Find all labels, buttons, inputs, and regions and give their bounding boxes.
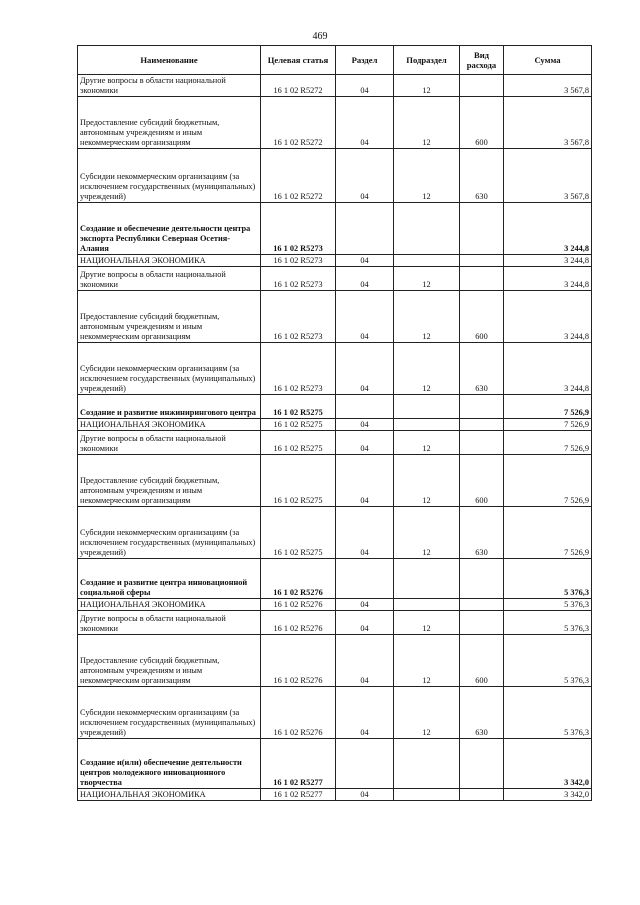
table-row	[78, 559, 592, 599]
row-name: Субсидии некоммерческим организациям (за исключением государственных (муниципальных) учреждений)	[78, 149, 261, 203]
header-amount: Сумма	[504, 46, 592, 75]
row-article: 16 1 02 R5272	[261, 97, 336, 149]
row-expense-type	[460, 559, 504, 599]
row-section: 04	[336, 789, 394, 801]
table-row	[78, 739, 592, 789]
row-section: 04	[336, 611, 394, 635]
row-article: 16 1 02 R5275	[261, 431, 336, 455]
row-subsection: 12	[394, 267, 460, 291]
row-article: 16 1 02 R5276	[261, 611, 336, 635]
row-article: 16 1 02 R5273	[261, 291, 336, 343]
row-expense-type: 630	[460, 687, 504, 739]
row-section	[336, 739, 394, 789]
row-amount: 5 376,3	[504, 687, 592, 739]
row-name: НАЦИОНАЛЬНАЯ ЭКОНОМИКА	[78, 419, 261, 431]
table-row	[78, 789, 592, 801]
table-row	[78, 635, 592, 687]
row-section	[336, 203, 394, 255]
row-subsection	[394, 395, 460, 419]
row-subsection: 12	[394, 635, 460, 687]
row-subsection	[394, 599, 460, 611]
row-name: Создание и развитие центра инновационной социальной сферы	[78, 559, 261, 599]
row-section: 04	[336, 267, 394, 291]
header-expense-type: Вид расхода	[460, 46, 504, 75]
row-article: 16 1 02 R5275	[261, 395, 336, 419]
row-subsection: 12	[394, 75, 460, 97]
row-section: 04	[336, 343, 394, 395]
row-name: Предоставление субсидий бюджетным, автономным учреждениям и иным некоммерческим организациям	[78, 635, 261, 687]
row-article: 16 1 02 R5276	[261, 687, 336, 739]
row-name: Субсидии некоммерческим организациям (за исключением государственных (муниципальных) учреждений)	[78, 687, 261, 739]
row-amount: 3 244,8	[504, 343, 592, 395]
budget-table	[77, 45, 592, 801]
row-name: Создание и обеспечение деятельности центра экспорта Республики Северная Осетия-Алания	[78, 203, 261, 255]
row-article: 16 1 02 R5277	[261, 789, 336, 801]
row-amount: 5 376,3	[504, 611, 592, 635]
table-row	[78, 97, 592, 149]
row-section: 04	[336, 507, 394, 559]
row-subsection: 12	[394, 611, 460, 635]
row-name: НАЦИОНАЛЬНАЯ ЭКОНОМИКА	[78, 789, 261, 801]
row-article: 16 1 02 R5273	[261, 255, 336, 267]
row-amount: 3 567,8	[504, 75, 592, 97]
row-name: Другие вопросы в области национальной экономики	[78, 431, 261, 455]
row-amount: 7 526,9	[504, 431, 592, 455]
table-row	[78, 203, 592, 255]
row-subsection	[394, 419, 460, 431]
row-name: Другие вопросы в области национальной экономики	[78, 75, 261, 97]
row-subsection: 12	[394, 507, 460, 559]
row-subsection	[394, 789, 460, 801]
row-article: 16 1 02 R5277	[261, 739, 336, 789]
row-expense-type	[460, 431, 504, 455]
table-row	[78, 267, 592, 291]
row-amount: 7 526,9	[504, 507, 592, 559]
row-subsection: 12	[394, 291, 460, 343]
row-name: НАЦИОНАЛЬНАЯ ЭКОНОМИКА	[78, 599, 261, 611]
row-amount: 5 376,3	[504, 559, 592, 599]
table-row	[78, 149, 592, 203]
row-section	[336, 559, 394, 599]
row-article: 16 1 02 R5273	[261, 267, 336, 291]
row-expense-type	[460, 203, 504, 255]
row-article: 16 1 02 R5272	[261, 149, 336, 203]
row-subsection: 12	[394, 97, 460, 149]
table-row	[78, 599, 592, 611]
header-article: Целевая статья	[261, 46, 336, 75]
row-article: 16 1 02 R5273	[261, 343, 336, 395]
row-name: Субсидии некоммерческим организациям (за исключением государственных (муниципальных) учреждений)	[78, 507, 261, 559]
table-body	[78, 75, 592, 801]
row-section: 04	[336, 687, 394, 739]
row-section: 04	[336, 419, 394, 431]
row-expense-type: 630	[460, 343, 504, 395]
table-row	[78, 431, 592, 455]
row-expense-type: 600	[460, 97, 504, 149]
table-row	[78, 419, 592, 431]
row-amount: 3 244,8	[504, 291, 592, 343]
row-section: 04	[336, 149, 394, 203]
row-amount: 3 342,0	[504, 739, 592, 789]
row-section: 04	[336, 635, 394, 687]
row-expense-type	[460, 789, 504, 801]
row-section: 04	[336, 599, 394, 611]
row-expense-type: 600	[460, 635, 504, 687]
row-section: 04	[336, 75, 394, 97]
row-expense-type	[460, 599, 504, 611]
row-name: Субсидии некоммерческим организациям (за исключением государственных (муниципальных) учреждений)	[78, 343, 261, 395]
table-row	[78, 291, 592, 343]
table-header-row	[78, 46, 592, 75]
row-subsection	[394, 255, 460, 267]
row-article: 16 1 02 R5276	[261, 599, 336, 611]
row-section: 04	[336, 455, 394, 507]
row-name: Создание и(или) обеспечение деятельности центров молодежного инновационного творчества	[78, 739, 261, 789]
row-section	[336, 395, 394, 419]
row-article: 16 1 02 R5275	[261, 419, 336, 431]
row-amount: 3 244,8	[504, 267, 592, 291]
row-name: Предоставление субсидий бюджетным, автономным учреждениям и иным некоммерческим организациям	[78, 291, 261, 343]
row-amount: 3 244,8	[504, 203, 592, 255]
row-expense-type	[460, 739, 504, 789]
header-subsection: Подраздел	[394, 46, 460, 75]
row-subsection: 12	[394, 431, 460, 455]
row-expense-type: 630	[460, 507, 504, 559]
row-expense-type	[460, 419, 504, 431]
row-amount: 3 567,8	[504, 149, 592, 203]
row-expense-type	[460, 75, 504, 97]
row-name: Другие вопросы в области национальной экономики	[78, 611, 261, 635]
row-expense-type	[460, 267, 504, 291]
row-amount: 3 342,0	[504, 789, 592, 801]
row-amount: 3 567,8	[504, 97, 592, 149]
row-expense-type: 600	[460, 455, 504, 507]
row-article: 16 1 02 R5275	[261, 507, 336, 559]
header-section: Раздел	[336, 46, 394, 75]
row-expense-type	[460, 395, 504, 419]
row-subsection	[394, 739, 460, 789]
row-subsection	[394, 559, 460, 599]
table-row	[78, 395, 592, 419]
row-subsection: 12	[394, 149, 460, 203]
row-subsection: 12	[394, 687, 460, 739]
row-expense-type	[460, 255, 504, 267]
row-amount: 7 526,9	[504, 455, 592, 507]
row-subsection: 12	[394, 455, 460, 507]
row-article: 16 1 02 R5275	[261, 455, 336, 507]
row-name: Предоставление субсидий бюджетным, автономным учреждениям и иным некоммерческим организациям	[78, 97, 261, 149]
row-article: 16 1 02 R5276	[261, 559, 336, 599]
row-article: 16 1 02 R5272	[261, 75, 336, 97]
table-row	[78, 507, 592, 559]
row-name: НАЦИОНАЛЬНАЯ ЭКОНОМИКА	[78, 255, 261, 267]
row-subsection: 12	[394, 343, 460, 395]
header-name: Наименование	[78, 46, 261, 75]
row-article: 16 1 02 R5273	[261, 203, 336, 255]
row-section: 04	[336, 431, 394, 455]
row-amount: 7 526,9	[504, 395, 592, 419]
table-row	[78, 455, 592, 507]
row-section: 04	[336, 255, 394, 267]
row-amount: 5 376,3	[504, 599, 592, 611]
table-row	[78, 611, 592, 635]
row-amount: 7 526,9	[504, 419, 592, 431]
row-name: Создание и развитие инжинирингового центра	[78, 395, 261, 419]
table-row	[78, 343, 592, 395]
row-subsection	[394, 203, 460, 255]
row-section: 04	[336, 291, 394, 343]
table-row	[78, 255, 592, 267]
row-expense-type: 600	[460, 291, 504, 343]
row-amount: 5 376,3	[504, 635, 592, 687]
row-expense-type: 630	[460, 149, 504, 203]
row-name: Предоставление субсидий бюджетным, автономным учреждениям и иным некоммерческим организациям	[78, 455, 261, 507]
table-row	[78, 75, 592, 97]
row-section: 04	[336, 97, 394, 149]
row-expense-type	[460, 611, 504, 635]
table-row	[78, 687, 592, 739]
page-number: 469	[312, 31, 328, 42]
row-article: 16 1 02 R5276	[261, 635, 336, 687]
row-name: Другие вопросы в области национальной экономики	[78, 267, 261, 291]
row-amount: 3 244,8	[504, 255, 592, 267]
